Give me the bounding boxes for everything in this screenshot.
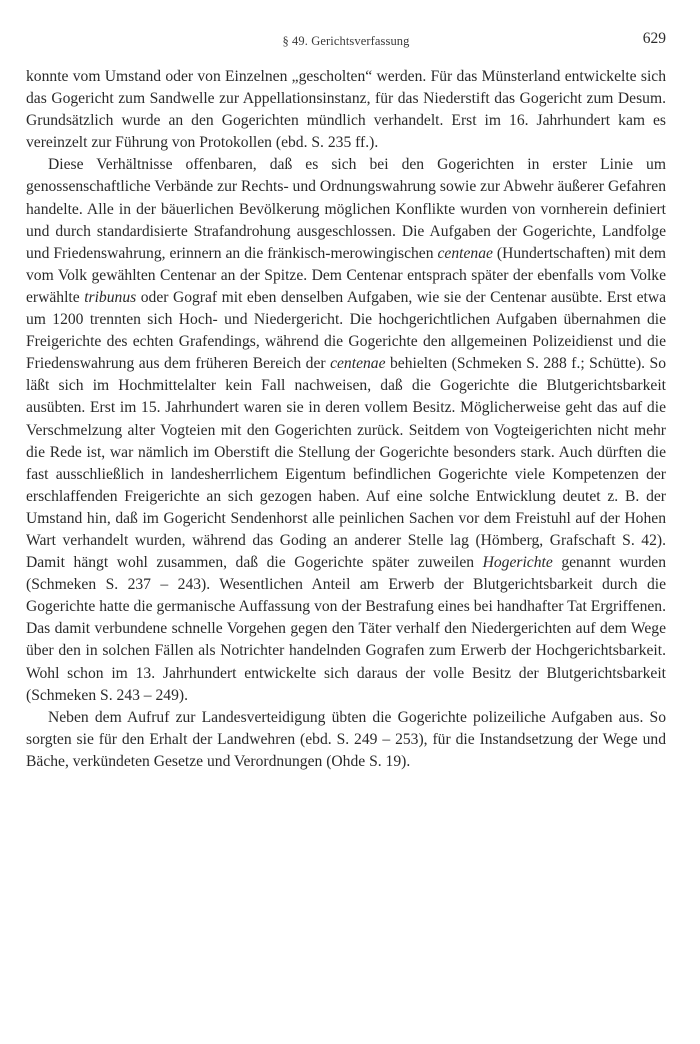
paragraph-2-text-e: genannt wurden (Schmeken S. 237 – 243). Wesentlichen Anteil am Erwerb der Blutgerichtsbarkeit durch die Gogerichte hatte die germanische Auffassung von der Bestrafung eines bei handhafter Tat Ergriffenen. Das damit verbundene schnelle Vorgehen gegen den Täter verhalf den Niedergerichten auf dem Wege über den in solchen Fällen als Notrichter handelnden Gografen zum Erwerb der Hochgerichtsbarkeit. Wohl schon im 13. Jahrhundert entwickelte sich daraus der volle Besitz der Blutgerichtsbarkeit (Schmeken S. 243 – 249). [26,554,666,704]
paragraph-3 [26,707,666,773]
page-number: 629 [642,30,666,47]
latin-term-centenae-2: centenae [330,355,386,373]
paragraph-3-text: Neben dem Aufruf zur Landesverteidigung übten die Gogerichte polizeiliche Aufgaben aus. So sorgten sie für den Erhalt der Landwehren (ebd. S. 249 – 253), für die Instandsetzung der Wege und Bäche, verkündeten Gesetze und Verordnungen (Ohde S. 19). [26,708,666,770]
page-header [26,30,666,54]
paragraph-2-text-d: behielten (Schmeken S. 288 f.; Schütte). So läßt sich im Hochmittelalter kein Fall nachweisen, daß die Gogerichte die Blutgerichtsbarkeit ausübten. Erst im 15. Jahrhundert waren sie in deren vollem Besitz. Möglicherweise geht das auf die Verschmelzung alter Vogteien mit den Gogerichten zurück. Seitdem von Vogteigerichten nicht mehr die Rede ist, war nämlich im Oberstift die Stellung der Gogerichte besonders stark. Auch dürften die fast ausschließlich in landesherrlichem Eigentum befindlichen Gogerichte viele Kompetenzen der erschlaffenden Freigerichte an sich gezogen haben. Auf eine solche Entwicklung deutet z. B. der Umstand hin, daß im Gogericht Sendenhorst alle peinlichen Sachen vor dem Freistuhl auf der Hohen Wart verhandelt wurden, während das Goding an anderer Stelle lag (Hömberg, Grafschaft S. 42). Damit hängt wohl zusammen, daß die Gogerichte später zuweilen [26,355,667,572]
body-text [26,66,666,773]
running-head: § 49. Gerichtsverfassung [282,34,410,48]
paragraph-2 [26,154,666,706]
paragraph-1 [26,66,666,154]
latin-term-centenae: centenae [437,244,493,262]
paragraph-2-text-c: oder Gograf mit eben denselben Aufgaben, wie sie der Centenar ausübte. Erst etwa um 1200 trennten sich Hoch- und Niedergericht. Die hochgerichtlichen Aufgaben übernahmen die Freigerichte des echten Grafendings, während die Gogerichte den allgemeinen Polizeidienst und die Friedenswahrung aus dem früheren Bereich der [26,288,667,373]
term-hogerichte: Hogerichte [482,554,553,572]
latin-term-tribunus: tribunus [84,288,137,306]
paragraph-2-text-b: (Hundertschaften) mit dem vom Volk gewählten Centenar an der Spitze. Dem Centenar entsprach später der ebenfalls vom Volke erwählte [26,244,666,306]
paragraph-1-text: konnte vom Umstand oder von Einzelnen „gescholten“ werden. Für das Münsterland entwickelte sich das Gogericht zum Sandwelle zur Appellationsinstanz, für das Niederstift das Gogericht zum Desum. Grundsätzlich wurde an den Gogerichten mündlich verhandelt. Erst im 16. Jahrhundert kam es vereinzelt zur Führung von Protokollen (ebd. S. 235 ff.). [26,68,666,152]
paragraph-2-text-a: Diese Verhältnisse offenbaren, daß es sich bei den Gogerichten in erster Linie um genossenschaftliche Verbände zur Rechts- und Ordnungswahrung sowie zur Abwehr äußerer Gefahren handelte. Alle in der bäuerlichen Bevölkerung möglichen Konflikte wurden von vornherein definiert und durch standardisierte Strafandrohung ausgeschlossen. Die Aufgaben der Gogerichte, Landfolge und Friedenswahrung, erinnern an die fränkisch-merowingischen [26,156,666,262]
